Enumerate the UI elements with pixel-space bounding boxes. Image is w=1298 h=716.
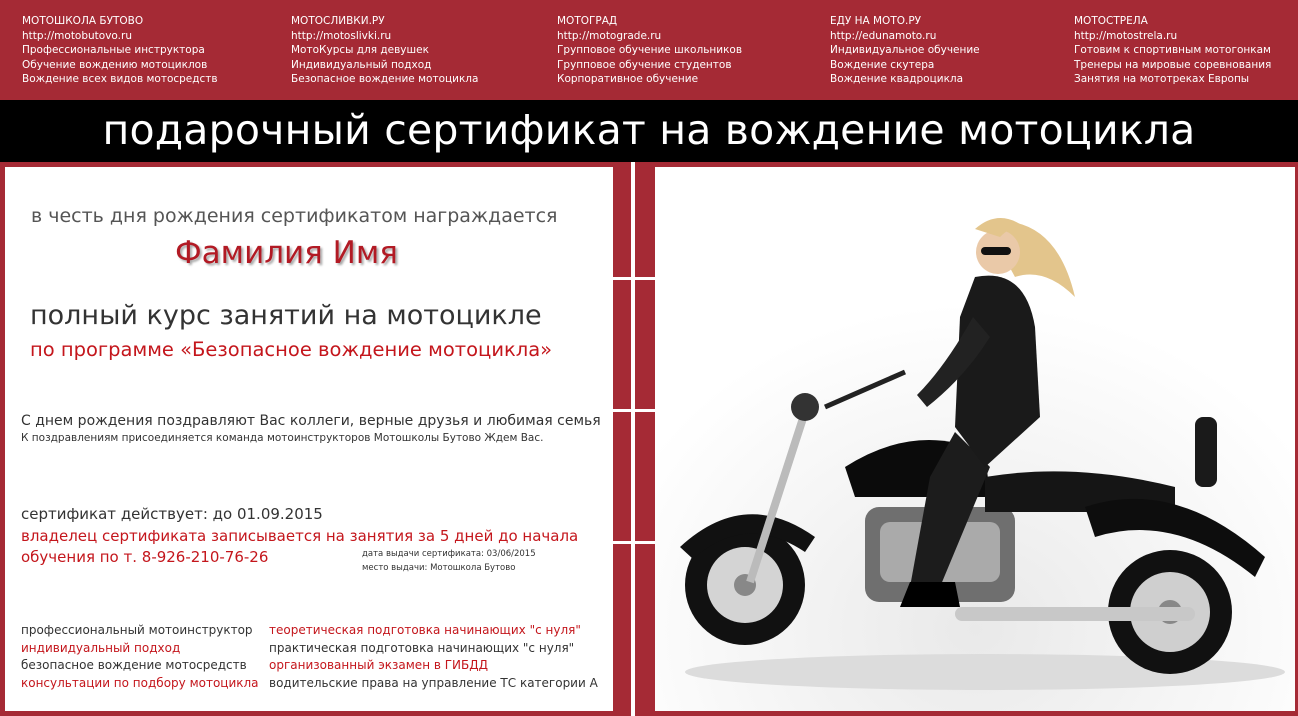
school-url[interactable]: http://motostrela.ru	[1074, 29, 1178, 42]
school-line: Индивидуальный подход	[291, 58, 432, 71]
school-line: Вождение скутера	[830, 58, 935, 71]
issue-place: место выдачи: Мотошкола Бутово	[362, 563, 516, 573]
recipient-name: Фамилия Имя	[175, 235, 398, 271]
feature-item: водительские права на управление ТС категории А	[269, 675, 598, 690]
school-title: МОТОСЛИВКИ.РУ	[291, 15, 385, 27]
school-url[interactable]: http://motograde.ru	[557, 29, 662, 42]
awarded-line: в честь дня рождения сертификатом награждается	[31, 205, 558, 227]
school-line: Вождение квадроцикла	[830, 73, 964, 86]
divider-line	[631, 162, 635, 716]
school-title: МОТОШКОЛА БУТОВО	[22, 15, 144, 27]
school-line: Безопасное вождение мотоцикла	[291, 73, 479, 86]
feature-item: теоретическая подготовка начинающих "с нуля"	[269, 623, 581, 637]
school-line: Групповое обучение школьников	[557, 44, 743, 57]
school-column	[291, 14, 478, 87]
divider-line	[613, 277, 655, 280]
greeting-text: С днем рождения поздравляют Вас коллеги, верные друзья и любимая семья	[21, 413, 601, 429]
motorcycle-rider-photo	[655, 167, 1295, 711]
school-column	[830, 14, 980, 87]
school-line: Групповое обучение студентов	[557, 58, 732, 71]
photo-panel	[655, 167, 1295, 711]
issue-date: дата выдачи сертификата: 03/06/2015	[362, 549, 536, 559]
banner-title: подарочный сертификат на вождение мотоцикла	[102, 106, 1196, 154]
title-banner	[0, 100, 1298, 162]
school-line: Вождение всех видов мотосредств	[22, 73, 218, 86]
features-right-list	[269, 622, 598, 692]
school-column	[22, 14, 218, 87]
enroll-phone-text: обучения по т. 8-926-210-76-26	[21, 548, 269, 566]
divider-line	[613, 409, 655, 412]
school-line: Профессиональные инструктора	[22, 44, 205, 57]
feature-item: безопасное вождение мотосредств	[21, 658, 247, 673]
feature-item: практическая подготовка начинающих "с нуля"	[269, 640, 575, 655]
school-line: Занятия на мототреках Европы	[1074, 73, 1250, 86]
school-line: Готовим к спортивным мотогонкам	[1074, 44, 1271, 57]
greeting-small-text: К поздравлениям присоединяется команда мотоинструкторов Мотошколы Бутово Ждем Вас.	[21, 432, 544, 444]
school-line: Корпоративное обучение	[557, 73, 699, 86]
school-title: МОТОСТРЕЛА	[1074, 15, 1148, 27]
program-title: по программе «Безопасное вождение мотоцикла»	[30, 338, 553, 361]
feature-item: индивидуальный подход	[21, 640, 181, 655]
school-title: МОТОГРАД	[557, 15, 618, 27]
school-url[interactable]: http://motobutovo.ru	[22, 29, 132, 42]
school-title: ЕДУ НА МОТО.РУ	[830, 15, 922, 27]
school-url[interactable]: http://edunamoto.ru	[830, 29, 937, 42]
enroll-text: владелец сертификата записывается на занятия за 5 дней до начала	[21, 527, 579, 545]
course-title: полный курс занятий на мотоцикле	[30, 300, 542, 331]
school-url[interactable]: http://motoslivki.ru	[291, 29, 392, 42]
school-line: Тренеры на мировые соревнования	[1074, 58, 1272, 71]
school-column	[557, 14, 742, 87]
features-left-list	[21, 622, 259, 692]
feature-item: организованный экзамен в ГИБДД	[269, 658, 489, 673]
school-column	[1074, 14, 1271, 87]
validity-text: сертификат действует: до 01.09.2015	[21, 505, 323, 523]
top-info-bar	[0, 0, 1298, 100]
divider-line	[613, 541, 655, 544]
school-line: Обучение вождению мотоциклов	[22, 58, 208, 71]
school-line: Индивидуальное обучение	[830, 44, 980, 57]
certificate-panel	[5, 167, 613, 711]
school-line: МотоКурсы для девушек	[291, 44, 429, 57]
feature-item: профессиональный мотоинструктор	[21, 623, 253, 637]
feature-item: консультации по подбору мотоцикла	[21, 675, 259, 690]
